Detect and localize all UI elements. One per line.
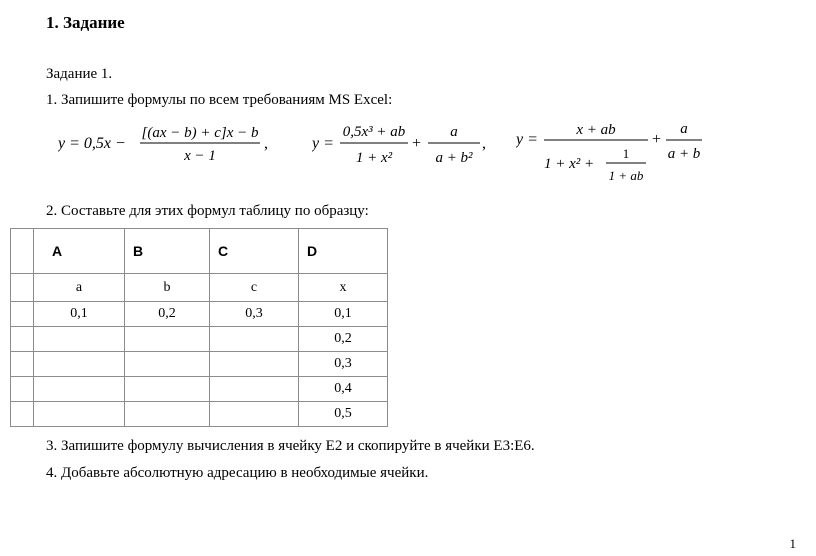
row-number-cell: [11, 402, 34, 427]
formula-2-lhs: y =: [312, 135, 334, 152]
table-cell: [210, 327, 299, 352]
page-number: 1: [789, 536, 796, 551]
formula-2-num1: 0,5x³ + ab: [342, 124, 406, 140]
formula-2-tail: ,: [482, 135, 486, 152]
table-cell: [125, 352, 210, 377]
table-row: [11, 377, 388, 402]
formula-1: [58, 118, 283, 190]
formula-3-inner-num: 1: [622, 146, 630, 161]
table-row: [11, 327, 388, 352]
table-cell: [34, 377, 125, 402]
step-2-text: 2. Составьте для этих формул таблицу по образцу:: [46, 203, 369, 219]
row-number-cell: [11, 229, 34, 274]
formula-2-den2: a + b²: [435, 150, 473, 166]
step-4-text: 4. Добавьте абсолютную адресацию в необходимые ячейки.: [46, 465, 429, 481]
table-cell: 0,1: [299, 302, 388, 327]
table-row: [11, 302, 388, 327]
formula-3-plus: +: [652, 131, 662, 148]
step-1-text: 1. Запишите формулы по всем требованиям MS Excel:: [46, 92, 393, 108]
table-row: [11, 402, 388, 427]
formula-3-lhs: y =: [516, 131, 538, 148]
formula-3-num2: a: [680, 121, 688, 137]
table-cell: 0,3: [210, 302, 299, 327]
column-header-d: D: [299, 229, 388, 274]
formula-2-den1: 1 + x²: [355, 150, 393, 166]
table-cell: 0,5: [299, 402, 388, 427]
table-cell: [210, 352, 299, 377]
table-cell: [125, 402, 210, 427]
table-cell: 0,2: [299, 327, 388, 352]
table-cell: 0,3: [299, 352, 388, 377]
table-cell: [210, 402, 299, 427]
formula-3: [516, 118, 706, 190]
table-cell: c: [210, 274, 299, 302]
table-cell: 0,1: [34, 302, 125, 327]
table-cell: [34, 352, 125, 377]
formula-3-den1-pre: 1 + x² +: [544, 156, 595, 172]
table-cell: [125, 377, 210, 402]
table-header-row: [11, 229, 388, 274]
table-cell: [34, 402, 125, 427]
formula-1-denominator: x − 1: [184, 148, 216, 164]
table-cell: [210, 377, 299, 402]
formula-3-den2: a + b: [667, 146, 701, 162]
table-cell: [34, 327, 125, 352]
table-row: [11, 274, 388, 302]
table-cell: 0,2: [125, 302, 210, 327]
formula-2-plus: +: [412, 135, 422, 152]
formula-1-numerator: [(ax − b) + c]x − b: [141, 125, 259, 141]
section-heading: 1. Задание: [46, 13, 125, 32]
row-number-cell: [11, 302, 34, 327]
step-3-text: 3. Запишите формулу вычисления в ячейку E2 и скопируйте в ячейки E3:E6.: [46, 438, 535, 454]
table-cell: 0,4: [299, 377, 388, 402]
row-number-cell: [11, 327, 34, 352]
table-cell: [125, 327, 210, 352]
formula-2-num2: a: [450, 124, 458, 140]
table-cell: x: [299, 274, 388, 302]
column-header-c: C: [210, 229, 299, 274]
task-title: Задание 1.: [46, 66, 113, 82]
sample-table: [10, 228, 388, 427]
formula-3-inner-den: 1 + ab: [608, 168, 644, 183]
row-number-cell: [11, 352, 34, 377]
formula-3-num1: x + ab: [576, 122, 616, 138]
column-header-a: A: [34, 229, 125, 274]
formula-1-tail: ,: [264, 135, 268, 152]
table-row: [11, 352, 388, 377]
formula-2: [312, 118, 497, 190]
row-number-cell: [11, 377, 34, 402]
formula-1-lhs: y = 0,5x −: [58, 135, 126, 152]
row-number-cell: [11, 274, 34, 302]
table-cell: a: [34, 274, 125, 302]
column-header-b: B: [125, 229, 210, 274]
table-cell: b: [125, 274, 210, 302]
